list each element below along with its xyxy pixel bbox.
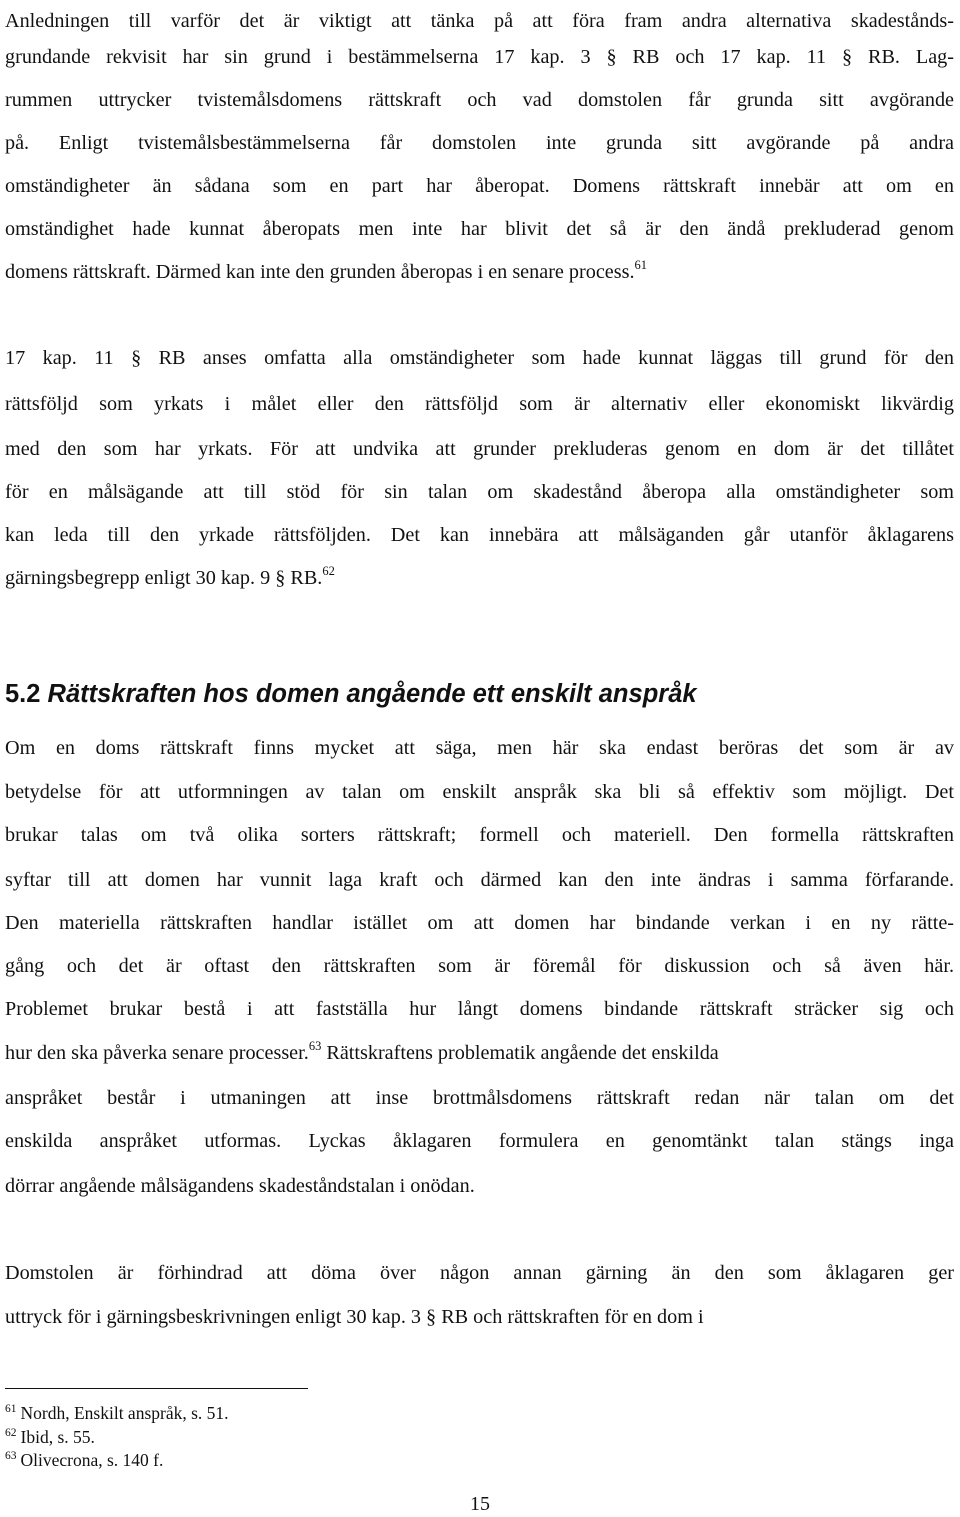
text-line-content: gärningsbegrepp enligt 30 kap. 9 § RB.	[5, 567, 323, 589]
text-line: för en målsägande att till stöd för sin talan om skadestånd åberopa alla omständigheter som	[5, 481, 954, 503]
text-line-content: Rättskraftens problematik angående det enskilda	[326, 1042, 719, 1064]
text-line: 17 kap. 11 § RB anses omfatta alla omständigheter som hade kunnat läggas till grund för den	[5, 347, 954, 369]
text-line-content: hur den ska påverka senare processer.	[5, 1042, 309, 1064]
text-line: gång och det är oftast den rättskraften som är föremål för diskussion och så även här.	[5, 955, 954, 977]
text-line: kan leda till den yrkade rättsföljden. Det kan innebära att målsäganden går utanför åklagarens	[5, 524, 954, 546]
text-line: grundande rekvisit har sin grund i bestämmelserna 17 kap. 3 § RB och 17 kap. 11 § RB. Lag-	[5, 46, 954, 68]
text-line: uttryck för i gärningsbeskrivningen enligt 30 kap. 3 § RB och rättskraften för en dom i	[5, 1306, 704, 1328]
section-heading	[5, 676, 697, 712]
footnote-reference: 63	[308, 1039, 322, 1053]
text-line: betydelse för att utformningen av talan om enskilt anspråk ska bli så effektiv som möjligt. Det	[5, 781, 954, 803]
section-number: 5.2	[5, 680, 41, 708]
footnote-number: 61	[5, 1403, 17, 1415]
footnote-separator	[5, 1388, 308, 1389]
text-line: syftar till att domen har vunnit laga kraft och därmed kan den inte ändras i samma förfarande.	[5, 869, 954, 891]
text-line: dörrar angående målsägandens skadeståndstalan i onödan.	[5, 1175, 475, 1197]
footnote-reference: 61	[634, 258, 648, 272]
footnote-reference: 62	[322, 564, 335, 578]
footnote-number: 62	[5, 1427, 17, 1439]
text-line: på. Enligt tvistemålsbestämmelserna får domstolen inte grunda sitt avgörande på andra	[5, 132, 954, 154]
footnote-text: Olivecrona, s. 140 f.	[20, 1450, 164, 1470]
text-line: omständigheter än sådana som en part har åberopat. Domens rättskraft innebär att om en	[5, 175, 954, 197]
footnote	[5, 1402, 229, 1424]
footnote-text: Nordh, Enskilt anspråk, s. 51.	[20, 1403, 229, 1423]
text-line: Problemet brukar bestå i att fastställa hur långt domens bindande rättskraft sträcker sig och	[5, 998, 954, 1020]
text-line: anspråket består i utmaningen att inse brottmålsdomens rättskraft redan när talan om det	[5, 1087, 954, 1109]
text-line	[5, 565, 954, 591]
page-number: 15	[470, 1493, 490, 1515]
footnote-number: 63	[5, 1450, 17, 1462]
text-line: omständighet hade kunnat åberopats men inte har blivit det så är den ändå prekluderad genom	[5, 218, 954, 240]
section-title: Rättskraften hos domen angående ett enskilt anspråk	[47, 680, 697, 708]
footnote	[5, 1426, 95, 1448]
text-line: brukar talas om två olika sorters rättskraft; formell och materiell. Den formella rättskraften	[5, 824, 954, 846]
text-line: med den som har yrkats. För att undvika att grunder prekluderas genom en dom är det tillåtet	[5, 438, 954, 460]
footnote	[5, 1449, 163, 1471]
text-line	[5, 259, 954, 285]
text-line: enskilda anspråket utformas. Lyckas åklagaren formulera en genomtänkt talan stängs inga	[5, 1130, 954, 1152]
text-line-content: domens rättskraft. Därmed kan inte den grunden åberopas i en senare process.	[5, 261, 635, 283]
text-line: Den materiella rättskraften handlar istället om att domen har bindande verkan i en ny rätte-	[5, 912, 954, 934]
footnote-text: Ibid, s. 55.	[20, 1427, 95, 1447]
text-line: rättsföljd som yrkats i målet eller den rättsföljd som är alternativ eller ekonomiskt likvärdig	[5, 393, 954, 415]
text-line: rummen uttrycker tvistemålsdomens rättskraft och vad domstolen får grunda sitt avgörande	[5, 89, 954, 111]
text-line: Domstolen är förhindrad att döma över någon annan gärning än den som åklagaren ger	[5, 1262, 954, 1284]
text-line: Anledningen till varför det är viktigt att tänka på att föra fram andra alternativa skadestånds-	[5, 10, 954, 32]
text-line	[5, 1040, 954, 1066]
text-line: Om en doms rättskraft finns mycket att säga, men här ska endast beröras det som är av	[5, 737, 954, 759]
